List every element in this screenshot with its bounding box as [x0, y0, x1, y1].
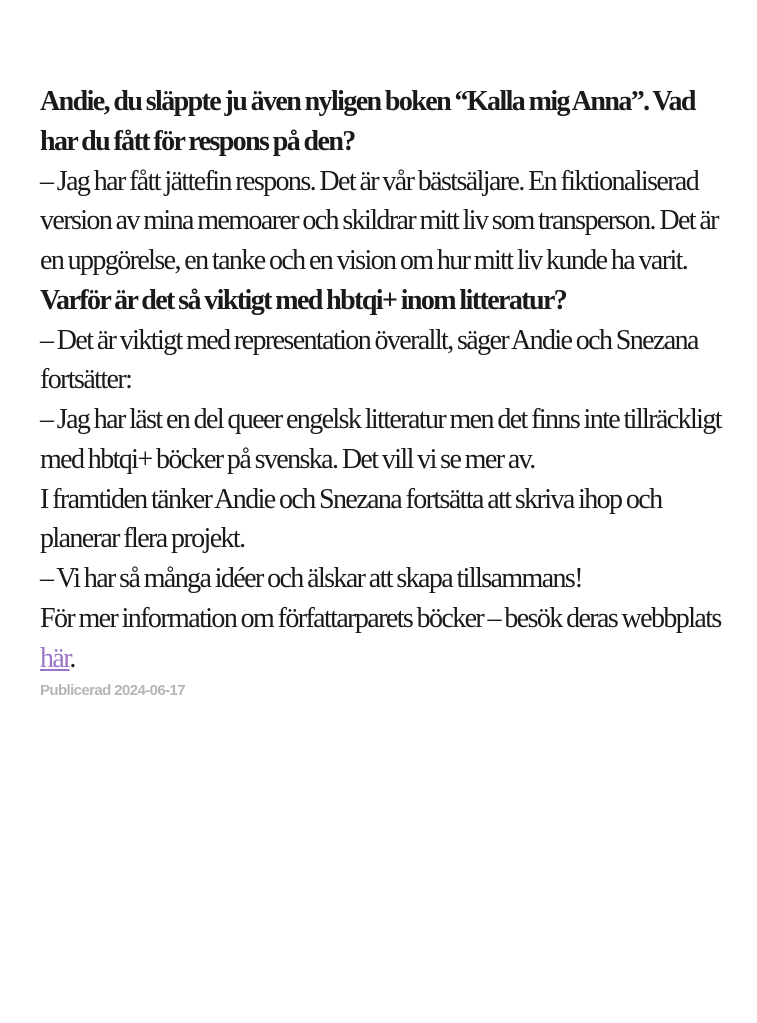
more-info-period: . [69, 642, 75, 674]
interview-answer: – Jag har läst en del queer engelsk litteratur men det finns inte tillräckligt med hbtqi+ böcker på svenska. Det vill vi se mer av. [40, 404, 721, 475]
interview-quote: – Vi har så många idéer och älskar att skapa tillsammans! [40, 563, 582, 594]
website-link[interactable]: här [40, 642, 70, 674]
interview-answer: – Det är viktigt med representation överallt, säger Andie och Snezana fortsätter: [40, 324, 698, 396]
interview-question: Varför är det så viktigt med hbtqi+ inom litteratur? [40, 284, 567, 316]
more-info-text: För mer information om författarparets böcker – besök deras webbplats [40, 602, 721, 634]
more-info-paragraph [40, 599, 730, 679]
interview-answer: – Jag har fått jättefin respons. Det är vår bästsäljare. En fiktionaliserad version av mina memoarer och skildrar mitt liv som transperson. Det är en uppgörelse, en tanke och en vision om hur mitt liv kunde ha varit. [40, 165, 718, 276]
article-body [40, 82, 730, 700]
interview-question: Andie, du släppte ju även nyligen boken “Kalla mig Anna”. Vad har du fått för respons på den? [40, 86, 695, 157]
published-date: Publicerad 2024-06-17 [40, 682, 185, 700]
article-paragraph: I framtiden tänker Andie och Snezana fortsätta att skriva ihop och planerar flera projekt. [40, 483, 662, 555]
